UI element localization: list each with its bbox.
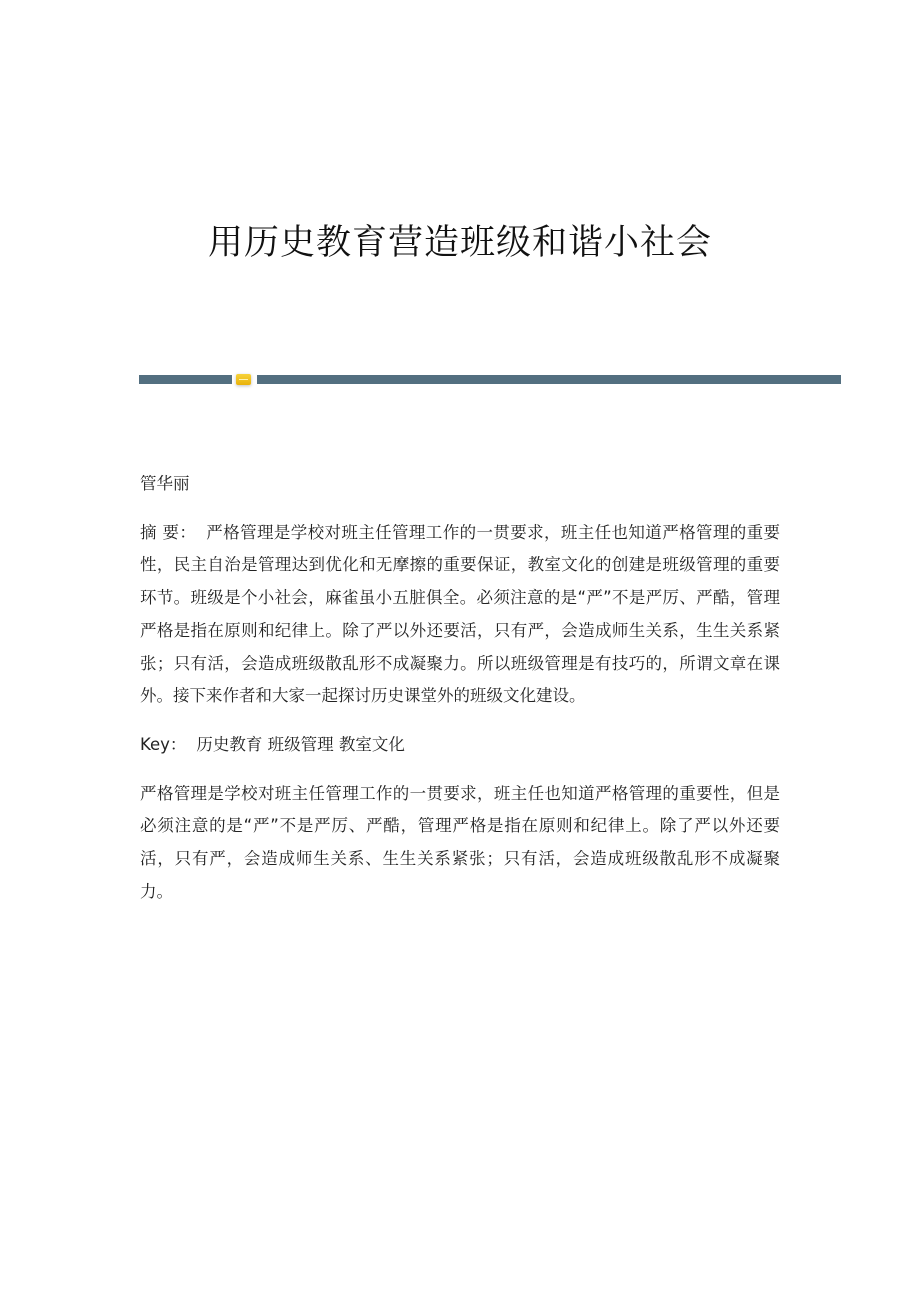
body-paragraph: 严格管理是学校对班主任管理工作的一贯要求，班主任也知道严格管理的重要性，但是必须注意的是“严”不是严厉、严酷，管理严格是指在原则和纪律上。除了严以外还要活，只有严，会造成师生关系、生生关系紧张；只有活，会造成班级散乱形不成凝聚力。	[140, 783, 780, 901]
document-title: 用历史教育营造班级和谐小社会	[207, 223, 712, 263]
abstract-text: 严格管理是学校对班主任管理工作的一贯要求，班主任也知道严格管理的重要性，民主自治是管理达到优化和无摩擦的重要保证，教室文化的创建是班级管理的重要环节。班级是个小社会，麻雀虽小五脏俱全。必须注意的是“严”不是严厉、严酷，管理严格是指在原则和纪律上。除了严以外还要活，只有严，会造成师生关系，生生关系紧张；只有活，会造成班级散乱形不成凝聚力。所以班级管理是有技巧的，所谓文章在课外。接下来作者和大家一起探讨历史课堂外的班级文化建设。	[140, 522, 781, 706]
divider-bar-right	[257, 375, 841, 384]
divider-ornament-icon	[236, 374, 251, 385]
divider-bar-left	[139, 375, 232, 384]
keywords-label: Key：	[140, 734, 187, 754]
abstract-label: 摘 要：	[140, 522, 197, 542]
abstract	[140, 517, 780, 713]
title-divider	[139, 375, 841, 384]
keywords	[140, 729, 780, 762]
keywords-text: 历史教育 班级管理 教室文化	[196, 734, 405, 754]
author: 管华丽	[140, 474, 190, 493]
document-body	[140, 468, 780, 924]
